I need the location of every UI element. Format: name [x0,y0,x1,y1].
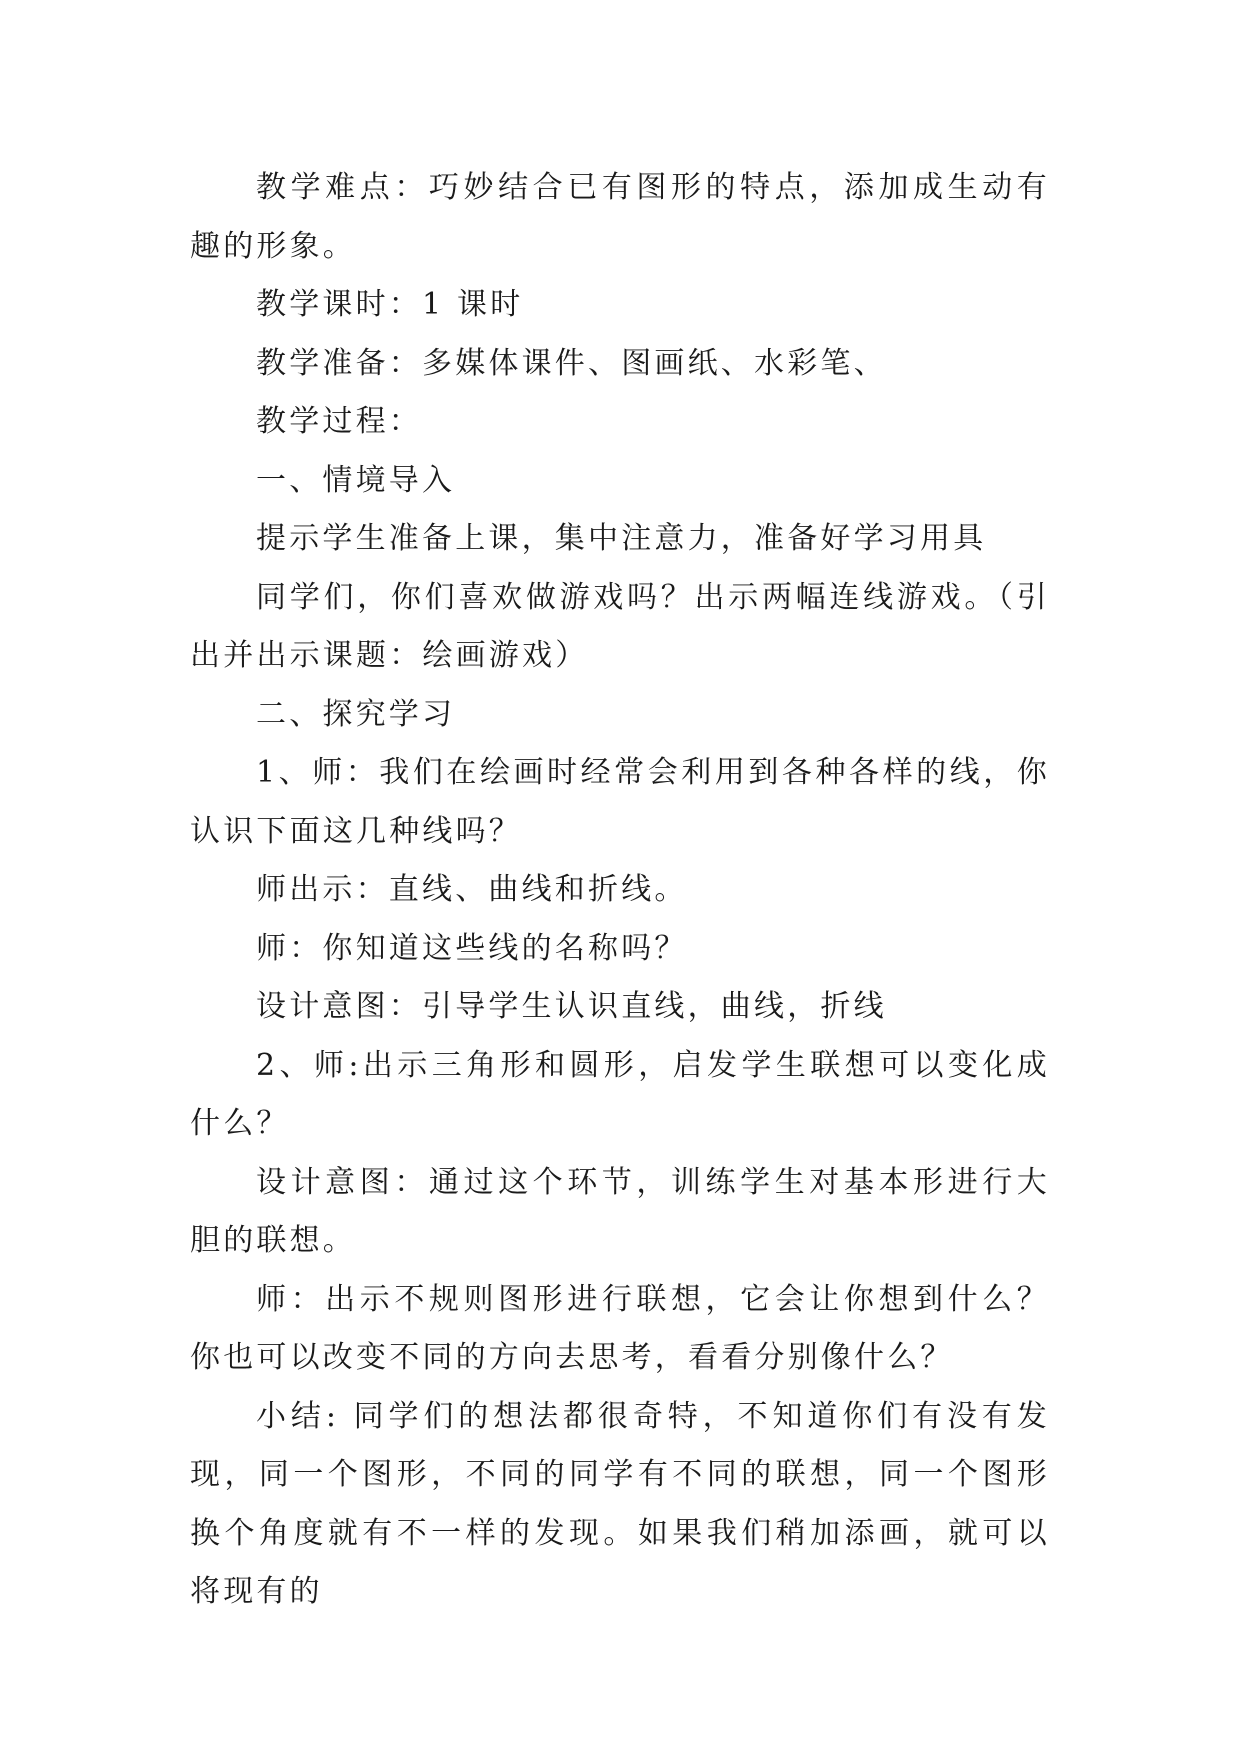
paragraph-shapes-question: 2、师:出示三角形和圆形，启发学生联想可以变化成什么？ [190,1047,1050,1141]
paragraph-irregular-shapes: 师：出示不规则图形进行联想，它会让你想到什么？你也可以改变不同的方向去思考，看看分别像什么？ [190,1281,1050,1375]
paragraph-summary: 小结: 同学们的想法都很奇特，不知道你们有没有发现，同一个图形，不同的同学有不同的联想，同一个图形换个角度就有不一样的发现。如果我们稍加添画，就可以将现有的 [190,1398,1050,1609]
section-heading-exploration: 二、探究学习 [256,696,456,732]
paragraph-teaching-preparation: 教学准备：多媒体课件、图画纸、水彩笔、 [256,345,887,381]
paragraph-prompt-students: 提示学生准备上课，集中注意力，准备好学习用具 [256,521,987,556]
document-body [190,159,1050,1622]
paragraph-teacher-shows-lines: 师出示：直线、曲线和折线。 [256,872,688,907]
paragraph-teaching-process: 教学过程： [256,404,422,439]
paragraph-design-intent-shapes: 设计意图：通过这个环节，训练学生对基本形进行大胆的联想。 [190,1164,1050,1258]
paragraph-line-names: 师：你知道这些线的名称吗？ [256,930,688,966]
paragraph-design-intent-lines: 设计意图：引导学生认识直线，曲线，折线 [256,989,887,1024]
section-heading-introduction: 一、情境导入 [256,462,456,498]
paragraph-game-question: 同学们，你们喜欢做游戏吗？出示两幅连线游戏。（引出并出示课题：绘画游戏） [190,579,1050,673]
paragraph-class-hours: 教学课时：1 课时 [256,287,524,322]
paragraph-teaching-difficulty: 教学难点：巧妙结合已有图形的特点，添加成生动有趣的形象。 [190,170,1050,264]
paragraph-lines-question: 1、师：我们在绘画时经常会利用到各种各样的线，你认识下面这几种线吗？ [190,755,1050,849]
